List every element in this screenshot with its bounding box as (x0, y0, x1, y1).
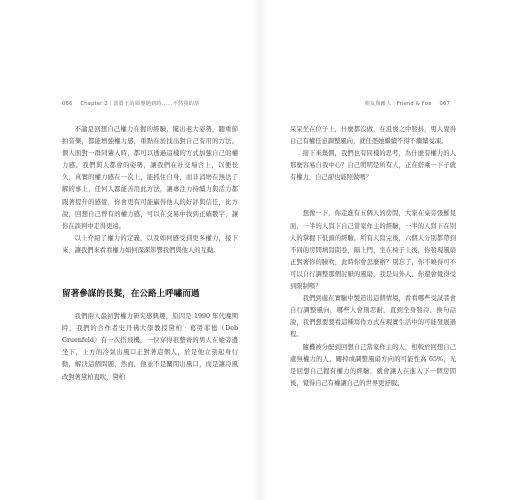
right-paragraph-2: 接下來幾個，我們也有同樣的思考，為什麼有權力的人那麼容易自我中心？自己明明是所有人，正在搭乘一下子就有權力，自己卻也能照做嗎？ (290, 150, 456, 182)
left-paragraph-1: 不論是回想自己權力在握的經驗，擺出老大姿勢，聽重節拍音樂，都能增強權力感，重點在於找出對自己有用的方法。個人面對一群同輩人時，都可以透過這樣的方式加強自己的權力感。我們與人都會的姿勢，讓我們在社交場合上，以便長久，真實的權力感在一次上，能抓住自身，而非消磨在無法了解的事上，任何人都能善用此方法，讓專注力持續力與活力都跟著提升的感覺，你會更有可能贏得他人的好評與信任，比方說，回想自己曾有的權力感，可以在交易中找到正確數字，讓你在談判中走得更遠。 (62, 126, 238, 230)
right-running-head (364, 100, 456, 107)
right-paragraph-1: 呆呆坐在位子上，什麼都沒做，在沮喪之中發抖，男人覺得自己有權任意調整風向，就任憑她繼續不得不繼續受凍。 (290, 126, 456, 146)
left-paragraph-3: 我們兩人最初對權力研究感興趣，原因是 1990 年代晚期時，我們的合作者史丹佛大學教授黛柏‧葛勞菲德（Deb Gruenfeld）有一次搭飛機，一位穿得很整齊的男人在她旁邊坐下，上方的冷氣出風口正對著這個人，於是他立刻起身行動，解決這個問題，然而，他並不是關閉出風口，而是讓冷風改對著黛柏直吹，黛柏 (62, 313, 238, 381)
left-page-number: 066 (62, 101, 73, 107)
right-book-title: 朋友與敵人｜Friend & Foe (364, 101, 432, 107)
left-paragraph-2: 以上介紹了權力的定義，以及如何感受到更多權力，接下來，讓我們來看看權力如何深深影響我們與他人的互動。 (62, 234, 238, 254)
left-running-head (62, 100, 205, 107)
right-body-text (290, 124, 456, 390)
right-page-number: 067 (439, 101, 450, 107)
left-chapter-title: Chapter 2｜當賣王的領導遇到時……不然我的話 (80, 101, 200, 107)
section-heading: 留著參謀的長髮，在公路上呼嘯而過 (62, 289, 200, 300)
left-body-text (62, 124, 238, 384)
right-paragraph-3: 想像一下，你走進有五個人的房間，大家在桌旁張羅見面，一半的人寫下自己當家作主的經驗，一半的人寫下在別人的掌握下低頭的經驗，所有人寫完後，六個人分別都帶到不同的房間填寫問卷，隔上門，坐在椅子上後，你發現風扇正對著你的臉吹，此時你會怎麼辦？別忘了，你不曉得可不可以自行調整那個討厭的風扇，我是局外人，你還會覺得受到限制嗎？ (290, 210, 456, 291)
right-paragraph-5: 隨機被分配到回想自己當家作主的人，相較於回想自己處無權力的人，關掉或調整風扇方向的可能性高 65%，光是回想自己握有權力的經驗，就會讓人在進入下一個房間後，覺得自己有權讓自己的世界更舒服。 (290, 343, 456, 387)
right-page (260, 0, 520, 500)
right-paragraph-4: 我們到處在實驗中製造出這個情境，看看哪些受試者會自行調整風向，哪些人會則忍耐，直到全身發冷，換句話說，我們想要要看這種寫作方式在現實生活中的可能發展過程。 (290, 295, 456, 339)
